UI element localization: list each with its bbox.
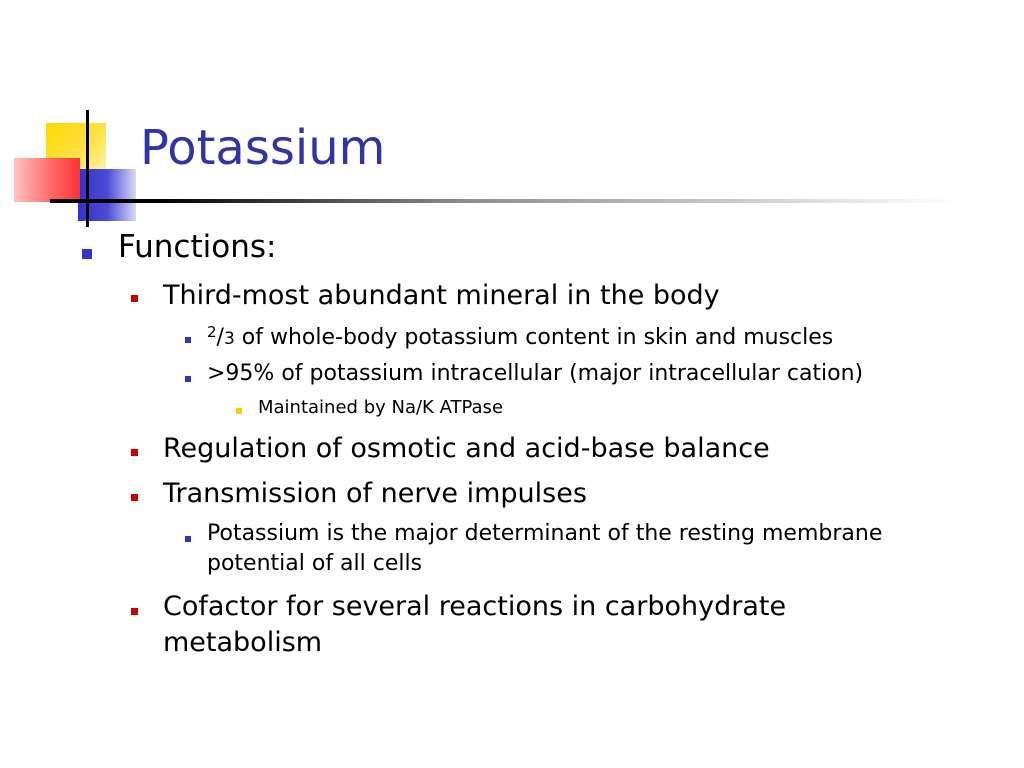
bullet-square-blue-small xyxy=(185,337,191,343)
bullet-level3-resting-potential-line2: potential of all cells xyxy=(207,551,423,576)
bullet-level2-nerve-impulses: Transmission of nerve impulses xyxy=(163,478,587,509)
bullet-square-blue-small xyxy=(185,536,191,542)
bullet-level2-abundant-mineral: Third-most abundant mineral in the body xyxy=(163,280,720,311)
bullet-level4-na-k-atpase: Maintained by Na/K ATPase xyxy=(258,397,504,418)
logo-vertical-line xyxy=(86,110,89,227)
bullet-square-red xyxy=(131,494,138,501)
logo-red-square xyxy=(14,158,80,202)
bullet-square-red xyxy=(131,295,138,302)
bullet-square-red xyxy=(131,608,138,615)
bullet-level2-cofactor-line2: metabolism xyxy=(163,627,323,658)
bullet-square-blue-small xyxy=(185,376,191,382)
bullet-level1-functions: Functions: xyxy=(118,229,277,265)
bullet-level2-cofactor-line1: Cofactor for several reactions in carbohydrate xyxy=(163,591,787,622)
bullet-square-yellow xyxy=(236,408,242,414)
title-underline xyxy=(50,199,960,203)
bullet-square-red xyxy=(131,449,138,456)
bullet-level3-two-thirds xyxy=(207,323,833,351)
bullet-level2-osmotic-balance: Regulation of osmotic and acid-base balance xyxy=(163,433,770,464)
fraction-text: of whole-body potassium content in skin and muscles xyxy=(234,325,834,350)
fraction-numerator: 2 xyxy=(207,323,217,341)
fraction-denominator: 3 xyxy=(223,329,235,349)
fraction-slash: / xyxy=(216,325,224,350)
bullet-square-blue-large xyxy=(82,249,92,259)
bullet-level3-intracellular: >95% of potassium intracellular (major intracellular cation) xyxy=(207,361,864,386)
slide-logo-graphic xyxy=(0,0,160,240)
bullet-level3-resting-potential-line1: Potassium is the major determinant of the resting membrane xyxy=(207,521,883,546)
slide-title: Potassium xyxy=(140,120,386,176)
